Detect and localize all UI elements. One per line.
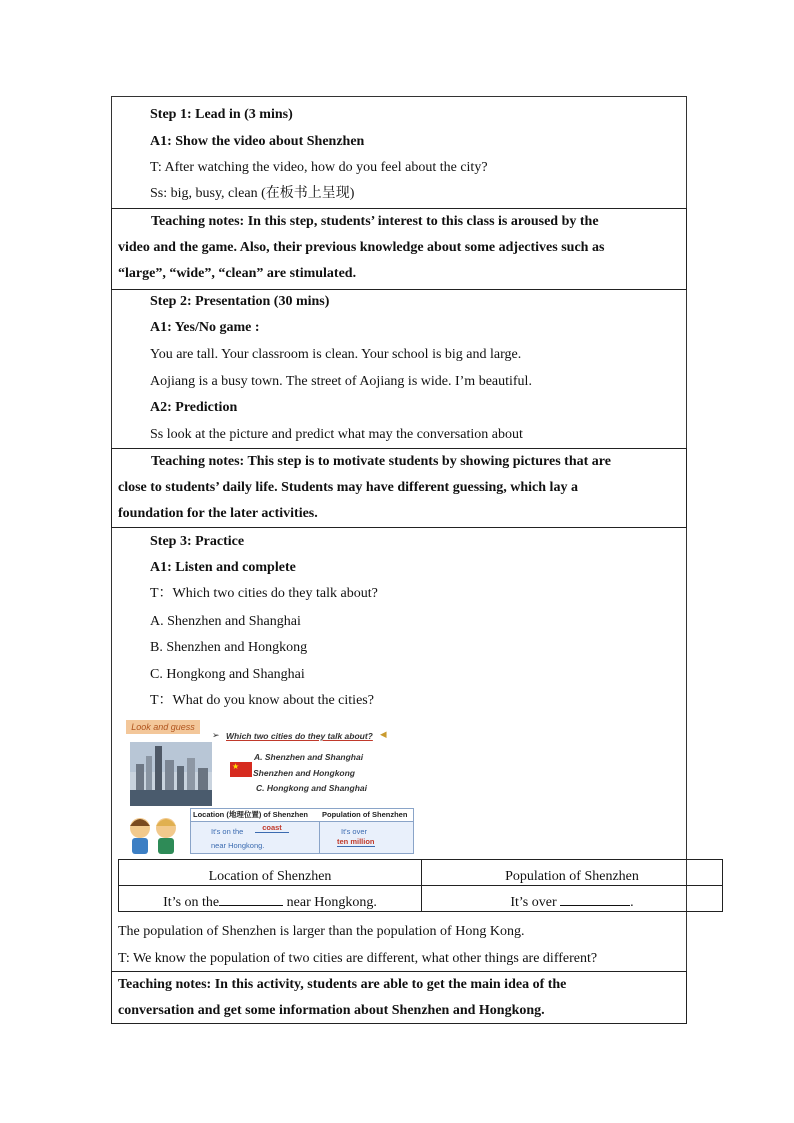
picture-option-b: Shenzhen and Hongkong xyxy=(253,768,355,778)
notes3-line1: Teaching notes: In this activity, students are able to get the main idea of the xyxy=(118,977,567,992)
after-sentence1: The population of Shenzhen is larger than the population of Hong Kong. xyxy=(118,924,525,939)
location-blank xyxy=(219,892,283,906)
notes2-line1: Teaching notes: This step is to motivate students by showing pictures that are xyxy=(151,454,611,469)
location-population-table xyxy=(118,859,723,912)
step3-a1: A1: Listen and complete xyxy=(150,560,296,575)
look-and-guess-badge: Look and guess xyxy=(126,720,200,734)
teaching-notes-1 xyxy=(111,208,687,290)
notes3-line2: conversation and get some information about Shenzhen and Hongkong. xyxy=(118,1003,545,1018)
step3-question2: T：What do you know about the cities? xyxy=(150,693,374,708)
step3-question: T：Which two cities do they talk about? xyxy=(150,586,378,601)
city-skyline-image xyxy=(130,742,212,806)
lesson-picture xyxy=(126,718,414,858)
step2-sentence1: You are tall. Your classroom is clean. Your school is big and large. xyxy=(150,347,522,362)
step3-option-c: C. Hongkong and Shanghai xyxy=(150,667,305,682)
picture-option-c: C. Hongkong and Shanghai xyxy=(256,783,367,793)
cartoon-kids-icon xyxy=(126,814,186,856)
notes1-line1: Teaching notes: In this step, students’ interest to this class is aroused by the xyxy=(151,214,599,229)
step2-a2: A2: Prediction xyxy=(150,400,238,415)
picture-loc-answer: coast xyxy=(255,823,289,833)
picture-loc-post: near Hongkong. xyxy=(211,841,265,850)
picture-info-table xyxy=(190,808,414,854)
picture-col2-header: Population of Shenzhen xyxy=(320,809,413,822)
step2-a1: A1: Yes/No game : xyxy=(150,320,260,335)
table-cell-location: It’s on the near Hongkong. xyxy=(119,886,422,912)
step2-sentence2: Aojiang is a busy town. The street of Aojiang is wide. I’m beautiful. xyxy=(150,374,532,389)
table-header-population: Population of Shenzhen xyxy=(422,860,723,886)
picture-question: Which two cities do they talk about? xyxy=(226,731,373,741)
teaching-notes-2 xyxy=(111,448,687,528)
china-flag-icon: ★ xyxy=(230,762,252,777)
picture-arrow: ➢ xyxy=(212,730,220,740)
notes1-line3: “large”, “wide”, “clean” are stimulated. xyxy=(118,266,357,281)
step2-title: Step 2: Presentation (30 mins) xyxy=(150,294,330,309)
picture-pop-pre: It's over xyxy=(341,827,368,836)
after-sentence2: T: We know the population of two cities are different, what other things are different? xyxy=(118,951,598,966)
step3-option-b: B. Shenzhen and Hongkong xyxy=(150,640,308,655)
table-cell-population: It’s over . xyxy=(422,886,723,912)
speaker-icon: ◀ xyxy=(380,729,387,739)
picture-option-a: A. Shenzhen and Shanghai xyxy=(254,752,364,762)
table-header-location: Location of Shenzhen xyxy=(119,860,422,886)
notes1-line2: video and the game. Also, their previous knowledge about some adjectives such as xyxy=(118,240,605,255)
teaching-notes-3 xyxy=(111,971,687,1024)
step1-a1: A1: Show the video about Shenzhen xyxy=(150,134,365,149)
notes2-line2: close to students’ daily life. Students may have different guessing, which lay a xyxy=(118,480,578,495)
population-blank xyxy=(560,892,630,906)
picture-pop-answer: ten million xyxy=(337,837,375,846)
step3-option-a: A. Shenzhen and Shanghai xyxy=(150,614,301,629)
step3-title: Step 3: Practice xyxy=(150,534,245,549)
picture-col1-header: Location (地理位置) of Shenzhen xyxy=(191,809,321,822)
picture-loc-pre: It's on the xyxy=(211,827,244,836)
step2-sentence3: Ss look at the picture and predict what may the conversation about xyxy=(150,427,523,442)
step1-teacher-line: T: After watching the video, how do you feel about the city? xyxy=(150,160,488,175)
notes2-line3: foundation for the later activities. xyxy=(118,506,318,521)
step1-students-line: Ss: big, busy, clean (在板书上呈现) xyxy=(150,186,355,201)
step1-title: Step 1: Lead in (3 mins) xyxy=(150,107,293,122)
